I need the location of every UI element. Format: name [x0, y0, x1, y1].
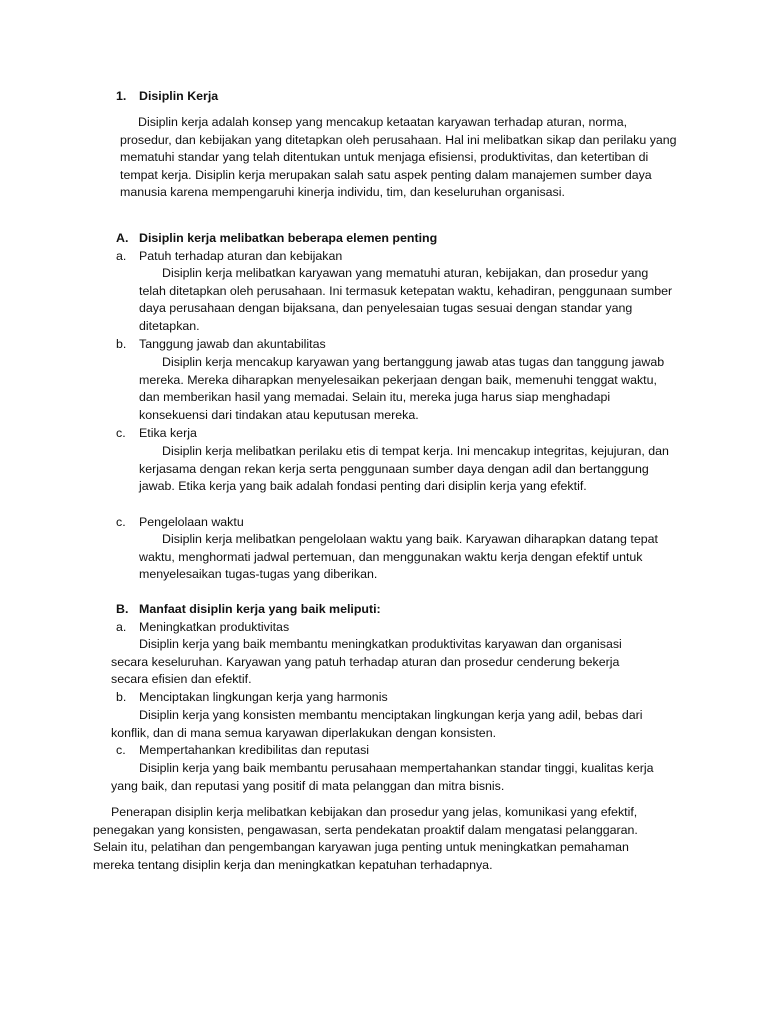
section-a-item-1-body: Disiplin kerja melibatkan karyawan yang mematuhi aturan, kebijakan, dan prosedur yang telah ditetapkan oleh perusahaan. Ini termasuk ketepatan waktu, kehadiran, penggunaan sumber daya perusahaan dengan bijaksana, dan penyelesaian tugas sesuai dengan standar yang ditetapkan.	[139, 266, 673, 333]
section-a-item-3-body: Disiplin kerja melibatkan perilaku etis di tempat kerja. Ini mencakup integritas, kejujuran, dan kerjasama dengan rekan kerja serta penggunaan sumber daya dengan adil dan bertanggung jawab. Etika kerja yang baik adalah fondasi penting dari disiplin kerja yang efektif.	[139, 444, 669, 494]
section-b-item-3-title: Mempertahankan kredibilitas dan reputasi	[139, 743, 370, 757]
section-a-item-1-title: Patuh terhadap aturan dan kebijakan	[139, 249, 343, 263]
heading-title: Disiplin Kerja	[139, 89, 219, 103]
section-a-item-4-body: Disiplin kerja melibatkan pengelolaan waktu yang baik. Karyawan diharapkan datang tepat waktu, menghormati jadwal pertemuan, dan menggunakan waktu kerja dengan efektif untuk menyelesaikan tugas-tugas yang diberikan.	[139, 532, 658, 582]
section-b-item-1-marker: a.	[116, 620, 127, 634]
section-a-title: Disiplin kerja melibatkan beberapa elemen penting	[139, 231, 438, 245]
section-b-letter: B.	[116, 602, 129, 616]
section-b-title: Manfaat disiplin kerja yang baik meliputi:	[139, 602, 381, 616]
section-a-letter: A.	[116, 231, 129, 245]
heading-number: 1.	[116, 89, 127, 103]
section-a-item-3-title: Etika kerja	[139, 426, 197, 440]
section-b-item-2-body: Disiplin kerja yang konsisten membantu menciptakan lingkungan kerja yang adil, bebas dari konflik, dan di mana semua karyawan diperlakukan dengan konsisten.	[111, 708, 643, 740]
closing-paragraph: Penerapan disiplin kerja melibatkan kebijakan dan prosedur yang jelas, komunikasi yang efektif, penegakan yang konsisten, pengawasan, serta pendekatan proaktif dalam mengatasi pelanggaran. Selain itu, pelatihan dan pengembangan karyawan juga penting untuk meningkatkan pemahaman mereka tentang disiplin kerja dan meningkatkan kepatuhan terhadapnya.	[93, 805, 638, 872]
section-b-item-2-title: Menciptakan lingkungan kerja yang harmonis	[139, 690, 388, 704]
section-a-item-4-marker: c.	[116, 515, 126, 529]
section-b-item-3-marker: c.	[116, 743, 126, 757]
intro-paragraph: Disiplin kerja adalah konsep yang mencakup ketaatan karyawan terhadap aturan, norma, prosedur, dan kebijakan yang ditetapkan oleh perusahaan. Hal ini melibatkan sikap dan perilaku yang mematuhi standar yang telah ditentukan untuk menjaga efisiensi, produktivitas, dan ketertiban di tempat kerja. Disiplin kerja merupakan salah satu aspek penting dalam manajemen sumber daya manusia karena mempengaruhi kinerja individu, tim, dan keseluruhan organisasi.	[120, 115, 677, 200]
section-a-item-2-body: Disiplin kerja mencakup karyawan yang bertanggung jawab atas tugas dan tanggung jawab mereka. Mereka diharapkan menyelesaikan pekerjaan dengan baik, memenuhi tenggat waktu, dan memberikan hasil yang memadai. Selain itu, mereka juga harus siap menghadapi konsekuensi dari tindakan atau keputusan mereka.	[139, 355, 665, 422]
section-a-item-4-title: Pengelolaan waktu	[139, 515, 244, 529]
section-b-item-1-title: Meningkatkan produktivitas	[139, 620, 290, 634]
section-a-item-3-marker: c.	[116, 426, 126, 440]
section-a-item-2-marker: b.	[116, 337, 127, 351]
section-b-item-1-body: Disiplin kerja yang baik membantu meningkatkan produktivitas karyawan dan organisasi secara keseluruhan. Karyawan yang patuh terhadap aturan dan prosedur cenderung bekerja secara efisien dan efektif.	[111, 637, 622, 687]
section-a-item-2-title: Tanggung jawab dan akuntabilitas	[139, 337, 326, 351]
section-a-item-1-marker: a.	[116, 249, 127, 263]
section-b-item-3-body: Disiplin kerja yang baik membantu perusahaan mempertahankan standar tinggi, kualitas kerja yang baik, dan reputasi yang positif di mata pelanggan dan mitra bisnis.	[111, 761, 654, 793]
section-b-item-2-marker: b.	[116, 690, 127, 704]
